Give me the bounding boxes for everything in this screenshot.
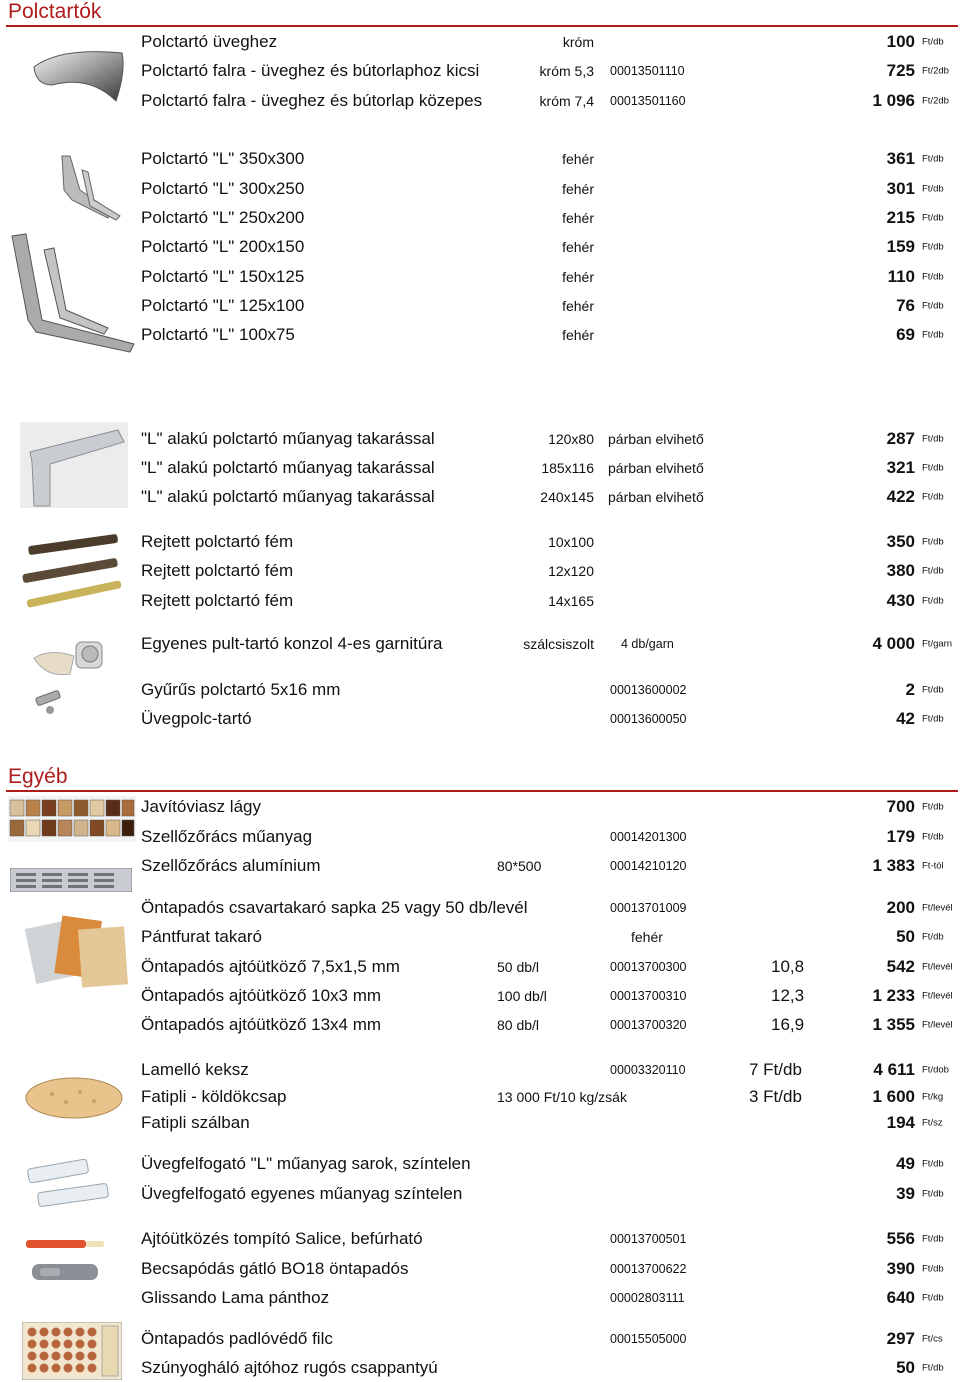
product-spec: króm 7,4: [539, 92, 594, 109]
product-price: 350: [886, 531, 915, 551]
product-price: 1 233: [872, 985, 915, 1005]
product-name: Fatipli szálban: [141, 1112, 250, 1132]
unit-price: 16,9: [771, 1014, 805, 1034]
product-row: [0, 1055, 960, 1084]
product-code: 00013700310: [610, 988, 687, 1003]
product-spec: szálcsiszolt: [523, 635, 594, 652]
price-unit: Ft/db: [922, 1292, 944, 1303]
product-name: Öntapadós csavartakaró sapka 25 vagy 50 db/levél: [141, 897, 528, 917]
product-price: 430: [886, 590, 915, 610]
product-row: [0, 1010, 960, 1039]
price-unit: Ft/db: [922, 329, 944, 340]
product-name: Egyenes pult-tartó konzol 4-es garnitúra: [141, 633, 443, 653]
product-price: 50: [896, 926, 915, 946]
product-note: párban elvihető: [608, 488, 704, 505]
product-pack: 80 db/l: [497, 1016, 540, 1033]
product-name: Üvegpolc-tartó: [141, 708, 252, 728]
product-price: 380: [886, 560, 915, 580]
product-spec: 12x120: [548, 562, 594, 579]
price-unit: Ft/levél: [922, 961, 953, 972]
product-price: 1 096: [872, 90, 915, 110]
product-pack: 100 db/l: [497, 987, 547, 1004]
price-unit: Ft/cs: [922, 1333, 943, 1344]
unit-price: 12,3: [771, 985, 805, 1005]
price-unit: Ft/db: [922, 462, 944, 473]
product-price: 76: [896, 295, 915, 315]
product-name: "L" alakú polctartó műanyag takarással: [141, 428, 435, 448]
unit-price: 3 Ft/db: [749, 1086, 802, 1106]
price-unit: Ft/db: [922, 183, 944, 194]
product-price: 1 600: [872, 1086, 915, 1106]
product-spec: fehér: [562, 238, 594, 255]
product-row: [0, 174, 960, 203]
price-unit: Ft/2db: [922, 95, 949, 106]
product-row: [0, 1224, 960, 1253]
product-name: Öntapadós ajtóütköző 13x4 mm: [141, 1014, 382, 1034]
product-row: [0, 1179, 960, 1208]
price-unit: Ft/db: [922, 831, 944, 842]
product-name: Szellőzőrács műanyag: [141, 826, 313, 846]
product-row: [0, 203, 960, 232]
product-code: 00015505000: [610, 1331, 687, 1346]
product-note: párban elvihető: [608, 459, 704, 476]
product-row: [0, 232, 960, 261]
product-row: [0, 1324, 960, 1353]
product-price: 556: [886, 1228, 915, 1248]
product-color: fehér: [631, 928, 663, 945]
product-price: 179: [886, 826, 915, 846]
product-price: 640: [886, 1287, 915, 1307]
product-name: Rejtett polctartó fém: [141, 590, 294, 610]
product-code: 00013501160: [610, 93, 686, 108]
price-unit: Ft/db: [922, 212, 944, 223]
price-unit: Ft/db: [922, 1233, 944, 1244]
product-name: Öntapadós ajtóütköző 10x3 mm: [141, 985, 382, 1005]
product-code: 00002803111: [610, 1290, 685, 1305]
price-unit: Ft/db: [922, 1188, 944, 1199]
product-price: 69: [896, 324, 915, 344]
product-price: 39: [896, 1183, 915, 1203]
product-price: 287: [886, 428, 915, 448]
unit-price: 7 Ft/db: [749, 1059, 802, 1079]
price-unit: Ft/db: [922, 801, 944, 812]
product-row: [0, 527, 960, 556]
product-price: 2: [905, 679, 915, 699]
price-unit: Ft/db: [922, 1263, 944, 1274]
section-title-egyeb: Egyéb: [8, 765, 68, 788]
product-price: 215: [886, 207, 915, 227]
product-row: [0, 704, 960, 733]
price-unit: Ft/db: [922, 241, 944, 252]
product-name: Polctartó üveghez: [141, 31, 278, 51]
product-code: 00003320110: [610, 1062, 686, 1077]
product-spec: fehér: [562, 268, 594, 285]
product-pack: 50 db/l: [497, 958, 540, 975]
product-code: 00014201300: [610, 829, 687, 844]
product-price: 194: [886, 1112, 915, 1132]
product-spec: fehér: [562, 326, 594, 343]
product-row: [0, 320, 960, 349]
product-row: [0, 144, 960, 173]
product-price: 361: [886, 148, 915, 168]
price-unit: Ft/db: [922, 595, 944, 606]
product-name: "L" alakú polctartó műanyag takarással: [141, 486, 435, 506]
product-row: [0, 27, 960, 56]
product-spec: 120x80: [548, 430, 594, 447]
product-code: 00013700300: [610, 959, 687, 974]
product-code: 00013600002: [610, 682, 687, 697]
product-row: [0, 1254, 960, 1283]
product-row: [0, 1108, 960, 1137]
product-row: [0, 1283, 960, 1312]
price-unit: Ft/db: [922, 153, 944, 164]
product-name: Polctartó "L" 250x200: [141, 207, 305, 227]
price-unit: Ft/db: [922, 491, 944, 502]
product-name: Szúnyogháló ajtóhoz rugós csappantyú: [141, 1357, 438, 1377]
product-row: [0, 1353, 960, 1382]
product-spec: 10x100: [548, 533, 594, 550]
product-name: Gyűrűs polctartó 5x16 mm: [141, 679, 341, 699]
product-row: [0, 262, 960, 291]
product-price: 42: [896, 708, 915, 728]
product-name: Üvegfelfogató "L" műanyag sarok, színtelen: [141, 1153, 471, 1173]
unit-price: 10,8: [771, 956, 805, 976]
product-spec: 14x165: [548, 592, 594, 609]
product-price: 321: [886, 457, 915, 477]
price-unit: Ft/db: [922, 1158, 944, 1169]
product-row: [0, 952, 960, 981]
product-price: 297: [886, 1328, 915, 1348]
product-price: 110: [887, 266, 915, 286]
product-row: [0, 56, 960, 85]
product-spec: fehér: [562, 150, 594, 167]
product-spec: 240x145: [540, 488, 594, 505]
product-spec: króm: [562, 33, 594, 50]
product-price: 1 383: [872, 855, 915, 875]
product-name: Fatipli - köldökcsap: [141, 1086, 287, 1106]
product-price: 542: [886, 956, 915, 976]
product-row: [0, 792, 960, 821]
product-name: Polctartó "L" 200x150: [141, 236, 305, 256]
product-name: "L" alakú polctartó műanyag takarással: [141, 457, 435, 477]
product-row: [0, 675, 960, 704]
product-price: 301: [886, 178, 915, 198]
product-name: Polctartó falra - üveghez és bútorlap közepes: [141, 90, 483, 110]
product-row: [0, 851, 960, 880]
product-price: 1 355: [872, 1014, 915, 1034]
product-row: [0, 424, 960, 453]
product-spec: fehér: [562, 209, 594, 226]
price-unit: Ft/db: [922, 536, 944, 547]
product-name: Glissando Lama pánthoz: [141, 1287, 330, 1307]
price-unit: Ft/db: [922, 684, 944, 695]
product-price: 422: [886, 486, 915, 506]
price-unit: Ft/db: [922, 271, 944, 282]
price-unit: Ft/db: [922, 1362, 944, 1373]
product-row: [0, 86, 960, 115]
price-unit: Ft/db: [922, 931, 944, 942]
price-unit: Ft-tól: [922, 860, 944, 871]
price-unit: Ft/dob: [922, 1064, 949, 1075]
price-unit: Ft/kg: [922, 1091, 944, 1102]
product-code: 00013701009: [610, 900, 687, 915]
price-unit: Ft/levél: [922, 902, 953, 913]
price-unit: Ft/sz: [922, 1117, 943, 1128]
product-price: 700: [886, 796, 915, 816]
product-price: 50: [896, 1357, 915, 1377]
product-spec: króm 5,3: [539, 62, 594, 79]
product-name: Lamelló keksz: [141, 1059, 249, 1079]
product-code: 00013600050: [610, 711, 687, 726]
price-unit: Ft/garn: [922, 638, 953, 649]
product-note: párban elvihető: [608, 430, 704, 447]
product-name: Polctartó "L" 100x75: [141, 324, 295, 344]
product-row: [0, 453, 960, 482]
product-name: Ajtóütközés tompító Salice, befúrható: [141, 1228, 423, 1248]
product-row: [0, 1149, 960, 1178]
product-spec: fehér: [562, 297, 594, 314]
price-unit: Ft/db: [922, 713, 944, 724]
product-name: Rejtett polctartó fém: [141, 560, 294, 580]
product-row: [0, 822, 960, 851]
product-name: Rejtett polctartó fém: [141, 531, 294, 551]
section-title-polctartok: Polctartók: [8, 0, 102, 23]
product-price: 725: [886, 60, 915, 80]
product-code: 00013700622: [610, 1261, 687, 1276]
product-row: [0, 586, 960, 615]
price-unit: Ft/levél: [922, 990, 953, 1001]
product-code: 00013700320: [610, 1017, 687, 1032]
bulk-price: 13 000 Ft/10 kg/zsák: [497, 1088, 627, 1105]
product-name: Polctartó "L" 150x125: [141, 266, 305, 286]
product-spec: 185x116: [541, 459, 594, 476]
product-name: Polctartó "L" 350x300: [141, 148, 305, 168]
product-price: 390: [886, 1258, 915, 1278]
product-code: 00013501110: [610, 63, 685, 78]
product-name: Szellőzőrács alumínium: [141, 855, 321, 875]
product-price: 49: [896, 1153, 915, 1173]
price-unit: Ft/2db: [922, 65, 949, 76]
price-unit: Ft/db: [922, 300, 944, 311]
product-price: 159: [886, 236, 915, 256]
product-name: Polctartó "L" 125x100: [141, 295, 305, 315]
price-unit: Ft/db: [922, 36, 944, 47]
product-code: 00013700501: [610, 1231, 687, 1246]
product-code: 00014210120: [610, 858, 687, 873]
product-row: [0, 482, 960, 511]
product-name: Polctartó falra - üveghez és bútorlaphoz kicsi: [141, 60, 480, 80]
product-size: 80*500: [497, 857, 542, 874]
product-pack: 4 db/garn: [621, 636, 674, 651]
product-name: Becsapódás gátló BO18 öntapadós: [141, 1258, 409, 1278]
product-row: [0, 556, 960, 585]
product-row: [0, 893, 960, 922]
product-name: Üvegfelfogató egyenes műanyag színtelen: [141, 1183, 463, 1203]
product-spec: fehér: [562, 180, 594, 197]
product-row: [0, 922, 960, 951]
product-row: [0, 291, 960, 320]
product-name: Polctartó "L" 300x250: [141, 178, 305, 198]
product-price: 4 000: [872, 633, 915, 653]
product-price: 200: [886, 897, 915, 917]
product-name: Pántfurat takaró: [141, 926, 262, 946]
product-price: 100: [886, 31, 915, 51]
product-name: Javítóviasz lágy: [141, 796, 261, 816]
price-unit: Ft/levél: [922, 1019, 953, 1030]
product-row: [0, 1082, 960, 1111]
product-row: [0, 981, 960, 1010]
product-price: 4 611: [873, 1059, 915, 1079]
product-name: Öntapadós padlóvédő filc: [141, 1328, 333, 1348]
product-name: Öntapadós ajtóütköző 7,5x1,5 mm: [141, 956, 400, 976]
price-unit: Ft/db: [922, 433, 944, 444]
price-unit: Ft/db: [922, 565, 944, 576]
product-row: [0, 629, 960, 658]
